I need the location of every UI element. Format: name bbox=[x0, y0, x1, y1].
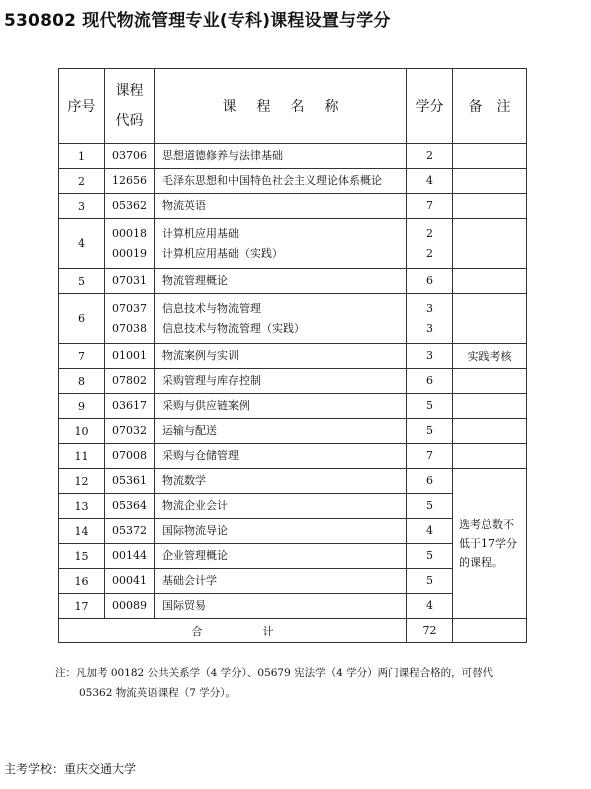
total-label: 合计 bbox=[191, 624, 334, 638]
cell-code bbox=[105, 169, 155, 194]
course-code: 12656 bbox=[112, 174, 147, 187]
cell-seq: 13 bbox=[59, 494, 105, 519]
header-remark bbox=[453, 69, 527, 144]
cell-name bbox=[155, 419, 407, 444]
cell-name bbox=[155, 269, 407, 294]
cell-credit bbox=[407, 569, 453, 594]
course-name: 国际物流导论 bbox=[162, 524, 228, 537]
course-code: 07802 bbox=[112, 374, 147, 387]
cell-remark bbox=[453, 219, 527, 269]
cell-credit bbox=[407, 494, 453, 519]
cell-seq: 15 bbox=[59, 544, 105, 569]
total-value: 72 bbox=[407, 619, 453, 643]
cell-credit bbox=[407, 194, 453, 219]
cell-code bbox=[105, 569, 155, 594]
course-code: 00041 bbox=[112, 574, 147, 587]
course-credit: 5 bbox=[426, 424, 433, 437]
cell-code bbox=[105, 494, 155, 519]
cell-name bbox=[155, 144, 407, 169]
table-row bbox=[59, 344, 527, 369]
cell-remark bbox=[453, 294, 527, 344]
cell-seq: 17 bbox=[59, 594, 105, 619]
course-code: 05372 bbox=[112, 524, 147, 537]
course-name: 物流案例与实训 bbox=[162, 349, 239, 362]
course-credit: 5 bbox=[426, 399, 433, 412]
course-name: 运输与配送 bbox=[162, 424, 217, 437]
cell-code bbox=[105, 344, 155, 369]
course-name: 企业管理概论 bbox=[162, 549, 228, 562]
table-row bbox=[59, 144, 527, 169]
cell-name bbox=[155, 194, 407, 219]
header-name bbox=[155, 69, 407, 144]
footnote-line1: 注：凡加考 00182 公共关系学（4 学分）、05679 宪法学（4 学分）两门课程合格的，可替代 bbox=[55, 667, 494, 679]
cell-credit bbox=[407, 344, 453, 369]
cell-name bbox=[155, 594, 407, 619]
course-credit: 6 bbox=[426, 374, 433, 387]
course-credit: 4 bbox=[426, 524, 433, 537]
footnote bbox=[55, 663, 535, 703]
cell-seq: 12 bbox=[59, 469, 105, 494]
table-row bbox=[59, 419, 527, 444]
footnote-line2: 05362 物流英语课程（7 学分）。 bbox=[79, 687, 237, 699]
elective-remark-line: 低于17学分 bbox=[459, 537, 517, 550]
total-remark-cell bbox=[453, 619, 527, 643]
cell-credit bbox=[407, 219, 453, 269]
cell-name bbox=[155, 169, 407, 194]
cell-code bbox=[105, 419, 155, 444]
table-row bbox=[59, 194, 527, 219]
course-code: 03617 bbox=[112, 399, 147, 412]
cell-seq: 5 bbox=[59, 269, 105, 294]
cell-seq: 7 bbox=[59, 344, 105, 369]
cell-name bbox=[155, 444, 407, 469]
cell-name bbox=[155, 569, 407, 594]
course-code: 01001 bbox=[112, 349, 147, 362]
page-title: 530802 现代物流管理专业(专科)课程设置与学分 bbox=[4, 11, 391, 31]
course-code: 07038 bbox=[112, 321, 147, 335]
course-credit: 5 bbox=[426, 499, 433, 512]
cell-remark bbox=[453, 394, 527, 419]
cell-code bbox=[105, 544, 155, 569]
course-name: 物流英语 bbox=[162, 199, 206, 212]
cell-code bbox=[105, 144, 155, 169]
cell-code bbox=[105, 444, 155, 469]
cell-name bbox=[155, 469, 407, 494]
cell-name bbox=[155, 519, 407, 544]
course-code: 05361 bbox=[112, 474, 147, 487]
cell-code bbox=[105, 294, 155, 344]
course-code: 07008 bbox=[112, 449, 147, 462]
course-code: 05364 bbox=[112, 499, 147, 512]
cell-seq: 3 bbox=[59, 194, 105, 219]
cell-credit bbox=[407, 419, 453, 444]
cell-name bbox=[155, 294, 407, 344]
elective-remark-line: 的课程。 bbox=[459, 556, 503, 569]
course-table bbox=[58, 68, 527, 643]
cell-name bbox=[155, 219, 407, 269]
course-name: 计算机应用基础（实践） bbox=[162, 246, 283, 260]
header-seq: 序号 bbox=[59, 69, 105, 144]
elective-remark-line: 选考总数不 bbox=[459, 518, 514, 531]
cell-credit bbox=[407, 544, 453, 569]
cell-seq: 8 bbox=[59, 369, 105, 394]
cell-seq: 4 bbox=[59, 219, 105, 269]
course-credit: 2 bbox=[426, 226, 433, 240]
cell-code bbox=[105, 594, 155, 619]
course-code: 00019 bbox=[112, 246, 147, 260]
header-code bbox=[105, 69, 155, 144]
course-code: 07031 bbox=[112, 274, 147, 287]
header-name-label: 课程名称 bbox=[222, 99, 359, 115]
course-name: 采购管理与库存控制 bbox=[162, 374, 261, 387]
examining-school: 主考学校：重庆交通大学 bbox=[4, 762, 137, 776]
course-name: 信息技术与物流管理（实践） bbox=[162, 321, 305, 335]
cell-name bbox=[155, 344, 407, 369]
cell-remark bbox=[453, 269, 527, 294]
cell-credit bbox=[407, 269, 453, 294]
cell-credit bbox=[407, 144, 453, 169]
table-row bbox=[59, 394, 527, 419]
course-credit: 7 bbox=[426, 199, 433, 212]
course-code: 03706 bbox=[112, 149, 147, 162]
cell-code bbox=[105, 219, 155, 269]
cell-seq: 11 bbox=[59, 444, 105, 469]
course-credit: 3 bbox=[426, 301, 433, 315]
cell-seq: 10 bbox=[59, 419, 105, 444]
cell-seq: 2 bbox=[59, 169, 105, 194]
header-code-line2: 代码 bbox=[115, 113, 144, 129]
cell-seq: 1 bbox=[59, 144, 105, 169]
cell-remark bbox=[453, 369, 527, 394]
cell-seq: 9 bbox=[59, 394, 105, 419]
course-credit: 3 bbox=[426, 349, 433, 362]
cell-credit bbox=[407, 594, 453, 619]
cell-remark bbox=[453, 444, 527, 469]
cell-credit bbox=[407, 394, 453, 419]
course-name: 信息技术与物流管理 bbox=[162, 301, 261, 315]
course-name: 物流管理概论 bbox=[162, 274, 228, 287]
cell-seq: 6 bbox=[59, 294, 105, 344]
header-remark-label: 备注 bbox=[468, 99, 525, 115]
course-name: 采购与仓储管理 bbox=[162, 449, 239, 462]
course-name: 基础会计学 bbox=[162, 574, 217, 587]
course-credit: 6 bbox=[426, 274, 433, 287]
cell-credit bbox=[407, 294, 453, 344]
course-code: 07032 bbox=[112, 424, 147, 437]
cell-seq: 14 bbox=[59, 519, 105, 544]
course-credit: 5 bbox=[426, 574, 433, 587]
course-credit: 4 bbox=[426, 174, 433, 187]
table-row bbox=[59, 294, 527, 344]
cell-remark bbox=[453, 419, 527, 444]
course-name: 毛泽东思想和中国特色社会主义理论体系概论 bbox=[162, 174, 382, 187]
cell-remark bbox=[453, 169, 527, 194]
course-name: 物流企业会计 bbox=[162, 499, 228, 512]
cell-name bbox=[155, 494, 407, 519]
course-credit: 6 bbox=[426, 474, 433, 487]
cell-name bbox=[155, 369, 407, 394]
course-code: 05362 bbox=[112, 199, 147, 212]
course-code: 00089 bbox=[112, 599, 147, 612]
course-name: 国际贸易 bbox=[162, 599, 206, 612]
course-code: 00144 bbox=[112, 549, 147, 562]
total-row bbox=[59, 619, 527, 643]
cell-code bbox=[105, 469, 155, 494]
course-name: 物流数学 bbox=[162, 474, 206, 487]
course-code: 00018 bbox=[112, 226, 147, 240]
course-credit: 5 bbox=[426, 549, 433, 562]
table-row bbox=[59, 219, 527, 269]
cell-remark: 实践考核 bbox=[453, 344, 527, 369]
table-header-row bbox=[59, 69, 527, 144]
header-credit: 学分 bbox=[407, 69, 453, 144]
table-row bbox=[59, 269, 527, 294]
cell-credit bbox=[407, 469, 453, 494]
table-row bbox=[59, 469, 527, 494]
table-row bbox=[59, 444, 527, 469]
course-credit: 2 bbox=[426, 149, 433, 162]
cell-code bbox=[105, 369, 155, 394]
cell-remark bbox=[453, 194, 527, 219]
total-label-cell bbox=[59, 619, 407, 643]
cell-credit bbox=[407, 444, 453, 469]
cell-credit bbox=[407, 369, 453, 394]
course-name: 思想道德修养与法律基础 bbox=[162, 149, 283, 162]
cell-name bbox=[155, 544, 407, 569]
cell-code bbox=[105, 394, 155, 419]
elective-remark bbox=[453, 469, 527, 619]
course-credit: 4 bbox=[426, 599, 433, 612]
cell-credit bbox=[407, 169, 453, 194]
cell-code bbox=[105, 269, 155, 294]
course-name: 计算机应用基础 bbox=[162, 226, 239, 240]
cell-remark bbox=[453, 144, 527, 169]
header-code-line1: 课程 bbox=[115, 83, 144, 99]
cell-code bbox=[105, 519, 155, 544]
course-credit: 7 bbox=[426, 449, 433, 462]
table-row bbox=[59, 369, 527, 394]
course-credit: 2 bbox=[426, 246, 433, 260]
course-code: 07037 bbox=[112, 301, 147, 315]
cell-name bbox=[155, 394, 407, 419]
cell-credit bbox=[407, 519, 453, 544]
cell-seq: 16 bbox=[59, 569, 105, 594]
course-credit: 3 bbox=[426, 321, 433, 335]
table-row bbox=[59, 169, 527, 194]
course-name: 采购与供应链案例 bbox=[162, 399, 250, 412]
cell-code bbox=[105, 194, 155, 219]
